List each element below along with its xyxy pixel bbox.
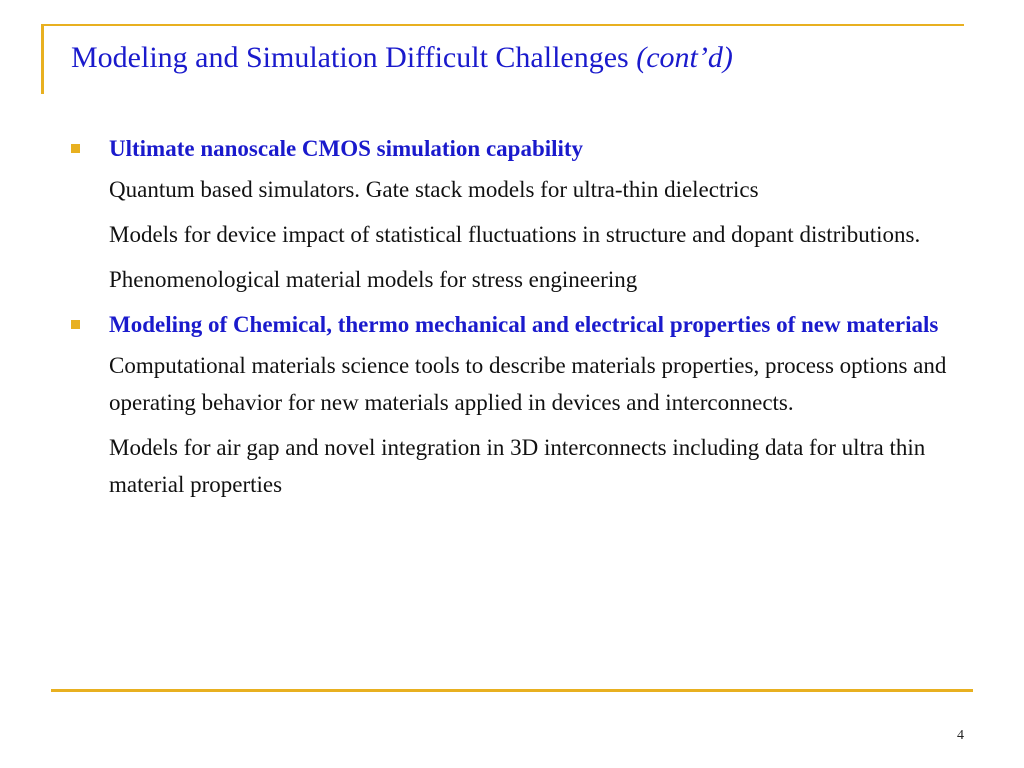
bullet-heading-1-text: Ultimate nanoscale CMOS simulation capability — [109, 136, 584, 161]
slide-content — [71, 130, 976, 511]
footer-divider-line — [51, 689, 973, 692]
bullet-heading-1 — [71, 130, 976, 167]
sub-item: Quantum based simulators. Gate stack models for ultra-thin dielectrics — [109, 177, 759, 202]
sub-item: Computational materials science tools to describe materials properties, process options and operating behavior for new materials applied in devices and interconnects. — [109, 353, 947, 415]
slide-title — [71, 38, 733, 78]
title-frame-top-line — [41, 24, 964, 26]
square-bullet-icon — [71, 320, 80, 329]
bullet-heading-2-text: Modeling of Chemical, thermo mechanical and electrical properties of new materials — [109, 312, 939, 337]
sub-item: Models for device impact of statistical fluctuations in structure and dopant distributions. — [109, 222, 921, 247]
bullet-heading-2 — [71, 306, 976, 343]
page-number: 4 — [957, 728, 964, 743]
square-bullet-icon — [71, 144, 80, 153]
slide-title-text: Modeling and Simulation Difficult Challenges — [71, 41, 629, 74]
sub-item: Phenomenological material models for stress engineering — [109, 267, 638, 292]
sub-item: Models for air gap and novel integration in 3D interconnects including data for ultra thin material properties — [109, 435, 926, 497]
slide-title-suffix: (cont’d) — [636, 41, 733, 74]
title-frame-vertical-line — [41, 24, 44, 94]
